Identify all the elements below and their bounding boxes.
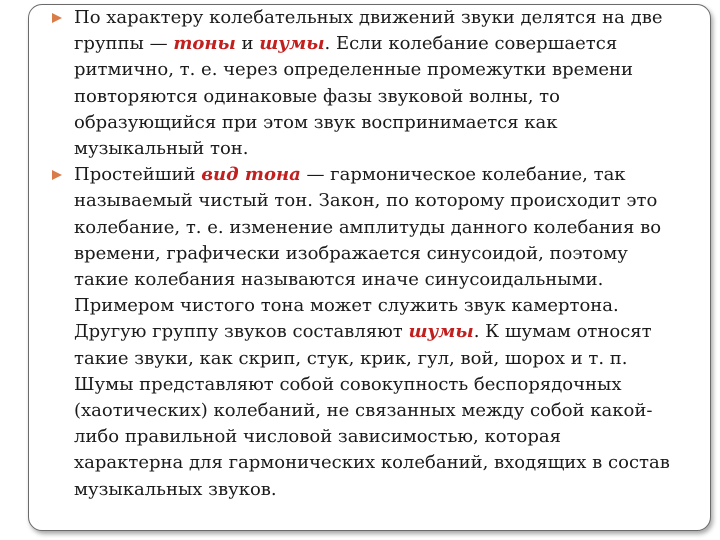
term-noises-2: шумы [408,321,474,343]
bullet1-conjunction: и [235,33,260,55]
bullet1-text-start: По характеру колебательных движений звуки делятся на две группы — [74,7,663,55]
term-tones: тоны [173,33,236,55]
bullet-arrow-icon [52,13,62,23]
bullet-item-2 [52,162,672,503]
slide-content [52,5,672,503]
bullet2-text-middle: — гармоническое колебание, так называемый чистый тон. Закон, по которому происходит это колебание, т. е. изменение амплитуды данного колебания во времени, графически изображается синусоидой, поэтому такие колебания называются иначе синусоидальными. Примером чистого тона может служить звук камертона. Другую группу звуков составляют [74,164,662,343]
term-noises: шумы [259,33,325,55]
bullet1-text-end: . Если колебание совершается ритмично, т. е. через определенные промежутки времени повторяются одинаковые фазы звуковой волны, то образующийся при этом звук воспринимается как музыкальный тон. [74,33,633,160]
bullet2-text-end: . К шумам относят такие звуки, как скрип, стук, крик, гул, вой, шорох и т. п. Шумы представляют собой совокупность беспорядочных (хаотических) колебаний, не связанных между собой какой-либо правильной числовой зависимостью, которая характерна для гармонических колебаний, входящих в состав музыкальных звуков. [74,321,670,500]
bullet-arrow-icon [52,170,62,180]
term-tone-kind: вид тона [201,164,301,186]
bullet2-text-start: Простейший [74,164,202,186]
bullet-item-1 [52,5,672,162]
